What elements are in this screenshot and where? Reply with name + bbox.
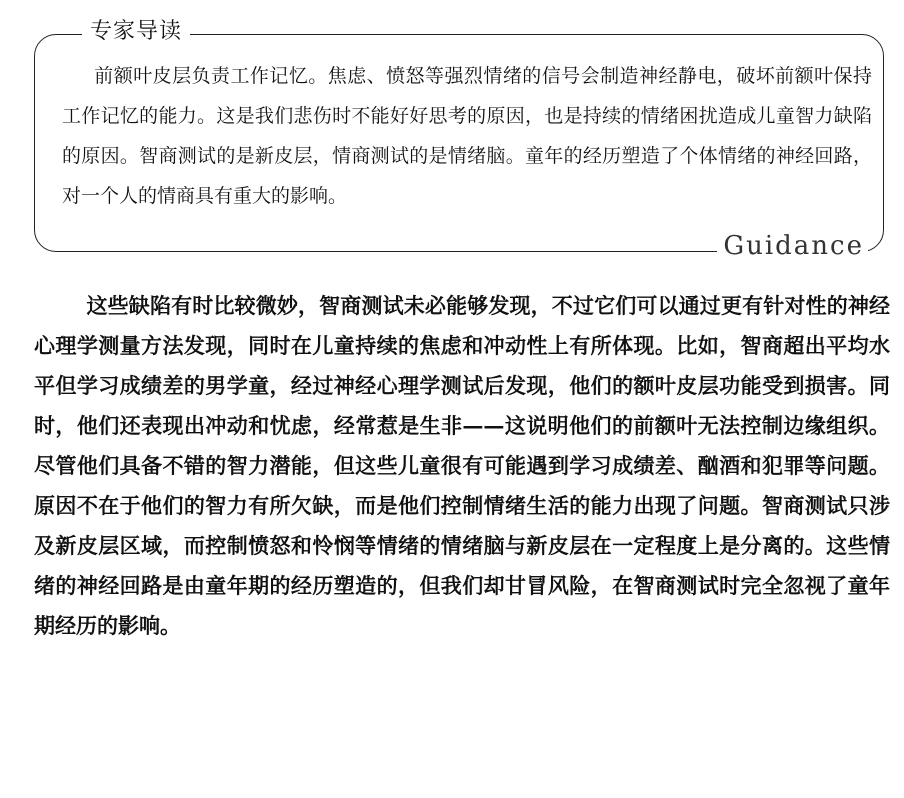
body-paragraph: 这些缺陷有时比较微妙，智商测试未必能够发现，不过它们可以通过更有针对性的神经心理学测量方法发现，同时在儿童持续的焦虑和冲动性上有所体现。比如，智商超出平均水平但学习成绩差的男学童，经过神经心理学测试后发现，他们的额叶皮层功能受到损害。同时，他们还表现出冲动和忧虑，经常惹是生非——这说明他们的前额叶无法控制边缘组织。尽管他们具备不错的智力潜能，但这些儿童很有可能遇到学习成绩差、酗酒和犯罪等问题。原因不在于他们的智力有所欠缺，而是他们控制情绪生活的能力出现了问题。智商测试只涉及新皮层区域，而控制愤怒和怜悯等情绪的情绪脑与新皮层在一定程度上是分离的。这些情绪的神经回路是由童年期的经历塑造的，但我们却甘冒风险，在智商测试时完全忽视了童年期经历的影响。	[34, 293, 890, 638]
guide-text	[62, 56, 872, 216]
body-text	[34, 286, 890, 646]
guide-paragraph: 前额叶皮层负责工作记忆。焦虑、愤怒等强烈情绪的信号会制造神经静电，破坏前额叶保持工作记忆的能力。这是我们悲伤时不能好好思考的原因，也是持续的情绪困扰造成儿童智力缺陷的原因。智商测试的是新皮层，情商测试的是情绪脑。童年的经历塑造了个体情绪的神经回路，对一个人的情商具有重大的影响。	[62, 65, 872, 207]
guidance-label: Guidance	[717, 231, 868, 261]
guide-title: 专家导读	[82, 18, 190, 46]
